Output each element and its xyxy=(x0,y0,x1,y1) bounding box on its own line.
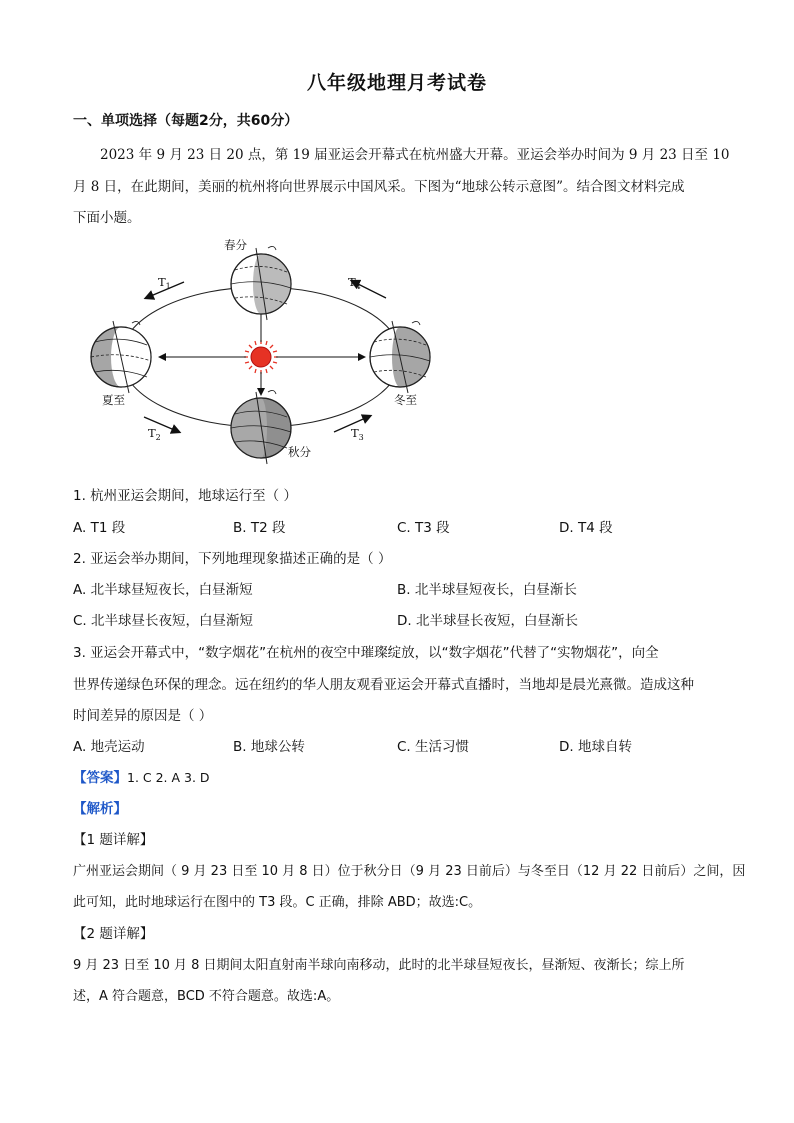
answer-text: 1. C 2. A 3. D xyxy=(127,770,210,785)
question-3-line-3: 时间差异的原因是（ ） xyxy=(73,708,213,724)
question-1-stem: 1. 杭州亚运会期间，地球运行至（ ） xyxy=(73,488,297,504)
answer-tag: 【答案】 xyxy=(73,770,127,786)
q1-option-c[interactable]: C. T3 段 xyxy=(397,520,450,536)
label-t1: $T_1$ xyxy=(158,275,171,291)
q3-option-c[interactable]: C. 生活习惯 xyxy=(397,739,470,755)
label-winter: 冬至 xyxy=(394,393,417,407)
earth-autumn-icon xyxy=(231,390,291,464)
q3-option-d[interactable]: D. 地球自转 xyxy=(559,739,632,755)
earth-spring-icon xyxy=(231,246,291,320)
section-heading: 一、单项选择（每题2分，共60分） xyxy=(73,113,299,129)
sun-icon xyxy=(244,340,278,374)
label-t3: $T_3$ xyxy=(351,426,364,442)
question-3-line-1: 3. 亚运会开幕式中，“数字烟花”在杭州的夜空中璀璨绽放，以“数字烟花”代替了“实物烟花”，向全 xyxy=(73,645,659,661)
analysis-tag: 【解析】 xyxy=(73,801,127,817)
passage-line-1: 2023 年 9 月 23 日 20 点，第 19 届亚运会开幕式在杭州盛大开幕。亚运会举办时间为 9 月 23 日至 10 xyxy=(100,147,730,163)
detail-1-line-1: 广州亚运会期间（ 9 月 23 日至 10 月 8 日）位于秋分日（9 月 23 日前后）与冬至日（12 月 22 日前后）之间，因 xyxy=(73,864,746,879)
detail-1-line-2: 此可知，此时地球运行在图中的 T3 段。C 正确，排除 ABD；故选:C。 xyxy=(73,895,482,910)
question-2-stem: 2. 亚运会举办期间，下列地理现象描述正确的是（ ） xyxy=(73,551,392,567)
label-spring: 春分 xyxy=(224,238,247,252)
q2-option-b[interactable]: B. 北半球昼短夜长，白昼渐长 xyxy=(397,582,577,598)
answer-row xyxy=(73,766,733,786)
q2-option-d[interactable]: D. 北半球昼长夜短，白昼渐长 xyxy=(397,613,578,629)
passage-line-2: 月 8 日，在此期间，美丽的杭州将向世界展示中国风采。下图为“地球公转示意图”。结合图文材料完成 xyxy=(73,179,685,195)
label-t4: $T_4$ xyxy=(348,275,361,291)
detail-1-heading: 【1 题详解】 xyxy=(73,832,154,848)
q1-option-d[interactable]: D. T4 段 xyxy=(559,520,613,536)
question-3-line-2: 世界传递绿色环保的理念。远在纽约的华人朋友观看亚运会开幕式直播时，当地却是晨光熹微。造成这种 xyxy=(73,677,694,693)
passage-line-3: 下面小题。 xyxy=(73,210,141,226)
detail-2-line-2: 述，A 符合题意，BCD 不符合题意。故选:A。 xyxy=(73,989,340,1004)
label-t2: $T_2$ xyxy=(148,426,161,442)
label-autumn: 秋分 xyxy=(288,445,311,459)
label-summer: 夏至 xyxy=(102,393,125,407)
earth-revolution-diagram xyxy=(80,232,460,472)
detail-2-line-1: 9 月 23 日至 10 月 8 日期间太阳直射南半球向南移动，此时的北半球昼短夜长，昼渐短、夜渐长；综上所 xyxy=(73,958,685,973)
earth-winter-icon xyxy=(370,321,430,393)
page-title: 八年级地理月考试卷 xyxy=(306,72,487,94)
q3-option-b[interactable]: B. 地球公转 xyxy=(233,739,305,755)
q2-option-a[interactable]: A. 北半球昼短夜长，白昼渐短 xyxy=(73,582,253,598)
earth-summer-icon xyxy=(91,321,151,393)
q3-option-a[interactable]: A. 地壳运动 xyxy=(73,739,145,755)
detail-2-heading: 【2 题详解】 xyxy=(73,926,154,942)
q2-option-c[interactable]: C. 北半球昼长夜短，白昼渐短 xyxy=(73,613,254,629)
q1-option-b[interactable]: B. T2 段 xyxy=(233,520,286,536)
q1-option-a[interactable]: A. T1 段 xyxy=(73,520,126,536)
analysis-row xyxy=(73,797,733,817)
